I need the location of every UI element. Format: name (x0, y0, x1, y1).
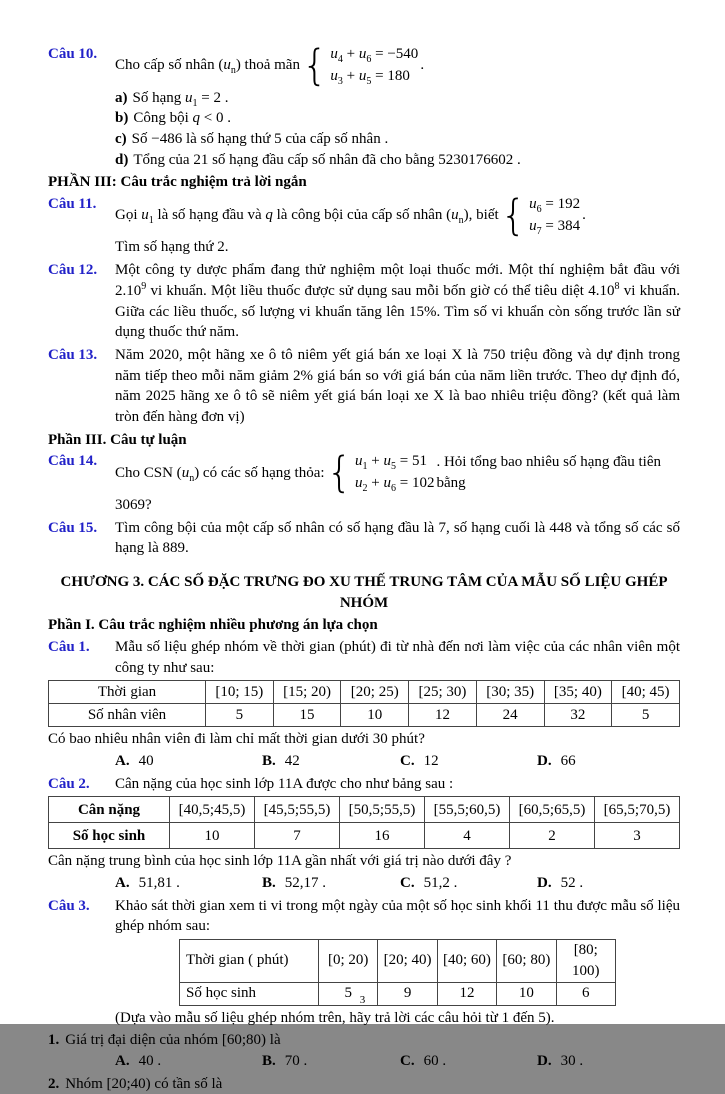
statement-suffix: . (420, 57, 425, 74)
question-12 (48, 260, 680, 343)
statement-item-d: d) Tổng của 21 số hạng đầu cấp số nhân đã cho bằng 5230176602 . (115, 151, 521, 168)
option-letter: C. (400, 875, 415, 892)
question-15 (48, 518, 680, 559)
data-cell: [60,5;65,5) (510, 797, 595, 823)
data-cell: 10 (341, 704, 409, 727)
equation-line: $u_6 = 192$ (529, 195, 581, 215)
equation-line: $u_4 + u_6 = -540$ (330, 46, 419, 65)
data-cell: [65,5;70,5) (595, 797, 680, 823)
data-cell: [80; 100) (556, 940, 615, 982)
question-2-prompt: Cân nặng trung bình của học sinh lớp 11A gần nhất với giá trị nào dưới đây ? (48, 853, 512, 870)
question-14-statement (115, 448, 680, 498)
question-3 (48, 896, 680, 937)
data-cell: 3 (595, 823, 680, 849)
time-frequency-table (48, 680, 680, 727)
answer-option-A: A. 40 (115, 753, 154, 769)
row-header-cell: Số học sinh (49, 823, 170, 849)
section-heading-essay: Phần III. Câu tự luận (48, 431, 187, 448)
subquestion-1-text: Giá trị đại diện của nhóm [60;80) là (65, 1032, 281, 1049)
question-14-prompt: 3069? (115, 496, 152, 513)
answer-option-C: C. 12 (400, 753, 439, 769)
option-letter: B. (262, 875, 276, 892)
answer-option-B: B. 70 . (262, 1052, 308, 1069)
equation-line: $u_1 + u_5 = 51$ (355, 453, 427, 473)
data-cell: 12 (409, 704, 477, 727)
question-3-label: Câu 3. (48, 897, 90, 914)
answer-option-D: D. 30 . (537, 1052, 584, 1069)
question-1-prompt: Có bao nhiêu nhân viên đi làm chỉ mất thời gian dưới 30 phút? (48, 731, 425, 748)
statement-item-a: a) Số hạng $u_1 = 2$ . (115, 89, 229, 109)
data-cell: [40; 45) (612, 681, 680, 704)
equation-system (500, 191, 581, 240)
statement-suffix: . (582, 207, 586, 224)
weight-frequency-table (48, 796, 680, 849)
data-cell: 12 (437, 982, 496, 1005)
brace-symbol: { (326, 448, 353, 498)
data-cell: [20; 40) (378, 940, 437, 982)
question-2-options (115, 873, 680, 894)
data-cell: [15; 20) (273, 681, 341, 704)
option-letter: D. (537, 753, 552, 769)
data-cell: [40; 60) (437, 940, 496, 982)
option-letter: A. (115, 1052, 130, 1069)
data-cell: [30; 35) (476, 681, 544, 704)
section-heading-part1: Phần I. Câu trắc nghiệm nhiều phương án lựa chọn (48, 617, 378, 634)
question-14-label: Câu 14. (48, 453, 98, 470)
statement-text: Cho CSN $(u_n)$ có các số hạng thỏa: (115, 464, 325, 484)
data-cell: 2 (510, 823, 595, 849)
answer-option-D: D. 52 . (537, 875, 584, 892)
option-letter: B. (262, 753, 276, 769)
option-letter: C. (400, 1052, 415, 1069)
data-cell: 6 (556, 982, 615, 1005)
option-letter: D. (537, 875, 552, 892)
subquestion-1-options (115, 1051, 680, 1072)
data-cell: [35; 40) (544, 681, 612, 704)
section-heading-short-answer: PHẦN III: Câu trắc nghiệm trả lời ngắn (48, 174, 307, 191)
data-cell: 4 (425, 823, 510, 849)
question-15-text: Tìm công bội của một cấp số nhân có số hạng đầu là 7, số hạng cuối là 448 và tổng số các số hạng là 889. (115, 519, 680, 557)
question-2-label: Câu 2. (48, 775, 90, 792)
brace-symbol: { (500, 191, 527, 240)
row-header-cell: Số nhân viên (49, 704, 206, 727)
page-number: 3 (359, 993, 366, 1006)
answer-option-C: C. 51,2 . (400, 875, 458, 892)
question-1-options (115, 751, 680, 772)
option-letter: C. (400, 753, 415, 769)
table-row (49, 681, 680, 704)
data-cell: 5 (206, 704, 274, 727)
table-row (180, 940, 616, 982)
data-cell: [50,5;55,5) (340, 797, 425, 823)
answer-option-B: B. 42 (262, 753, 300, 769)
data-cell: [20; 25) (341, 681, 409, 704)
question-15-label: Câu 15. (48, 519, 98, 536)
subquestion-1 (48, 1030, 680, 1051)
data-cell: [60; 80) (497, 940, 556, 982)
equation-line: $u_3 + u_5 = 180$ (330, 67, 410, 87)
data-cell: 16 (340, 823, 425, 849)
question-1 (48, 637, 680, 678)
data-cell: [45,5;55,5) (255, 797, 340, 823)
question-10-statement (115, 41, 680, 90)
equation-system (301, 41, 419, 90)
data-cell: [55,5;60,5) (425, 797, 510, 823)
data-cell: 15 (273, 704, 341, 727)
answer-option-A: A. 51,81 . (115, 875, 180, 892)
data-cell: [25; 30) (409, 681, 477, 704)
question-10 (48, 41, 680, 170)
option-letter: A. (115, 753, 130, 769)
answer-option-C: C. 60 . (400, 1052, 447, 1069)
question-11-statement (115, 191, 680, 240)
statement-item-c: c) Số −486 là số hạng thứ 5 của cấp số nhân . (115, 130, 389, 147)
data-cell: 10 (497, 982, 556, 1005)
data-cell: [0; 20) (319, 940, 378, 982)
data-cell: 24 (476, 704, 544, 727)
row-header-cell: Số học sinh (180, 982, 319, 1005)
question-12-text: Một công ty dược phẩm đang thử nghiệm một loại thuốc mới. Một thí nghiệm bắt đầu với 2.10$^9$ vi khuẩn. Một liều thuốc được sử dụng sau mỗi bốn giờ có thể tiêu diệt 4.10$^8$ vi khuẩn. Giữa các liều thuốc, số lượng vi khuẩn tăng lên 15%. Tìm số vi khuẩn còn sống trước lần sử dụng thuốc thứ năm. (115, 262, 681, 341)
statement-text: Cho cấp số nhân $(u_n)$ thoả mãn (115, 57, 300, 77)
question-1-text: Mẫu số liệu ghép nhóm về thời gian (phút) đi từ nhà đến nơi làm việc của các nhân viên một công ty như sau: (115, 638, 680, 676)
data-cell: 5 (319, 982, 378, 1005)
data-cell: 9 (378, 982, 437, 1005)
statement-item-b: b) Công bội q < 0 . (115, 110, 231, 127)
data-cell: 5 (612, 704, 680, 727)
answer-option-A: A. 40 . (115, 1052, 162, 1069)
row-header-cell: Thời gian (49, 681, 206, 704)
answer-option-D: D. 66 (537, 753, 576, 769)
chapter-heading: CHƯƠNG 3. CÁC SỐ ĐẶC TRƯNG ĐO XU THẾ TRUNG TÂM CỦA MẪU SỐ LIỆU GHÉP NHÓM (60, 573, 668, 611)
subquestion-2-label: 2. (48, 1075, 60, 1092)
equation-line: $u_2 + u_6 = 102$ (355, 475, 435, 495)
data-cell: 7 (255, 823, 340, 849)
statement-suffix: . Hỏi tổng bao nhiêu số hạng đầu tiên bằng (436, 454, 661, 492)
row-header-cell: Cân nặng (49, 797, 170, 823)
option-letter: D. (537, 1052, 552, 1069)
question-13-text: Năm 2020, một hãng xe ô tô niêm yết giá bán xe loại X là 750 triệu đồng và dự định trong năm tiếp theo mỗi năm giảm 2% giá bán so với giá bán của năm liền trước. Theo dự định đó, năm 2025 hãng xe ô tô sẽ niêm yết giá bán loại xe X là bao nhiêu triệu đồng? (kết quả làm tròn đến hàng đơn vị) (115, 346, 680, 425)
subquestion-2-text: Nhóm [20;40) có tần số là (65, 1075, 223, 1092)
table-row (49, 823, 680, 849)
question-12-label: Câu 12. (48, 262, 98, 279)
question-2-text: Cân nặng của học sinh lớp 11A được cho như bảng sau : (115, 775, 454, 792)
table-row (49, 704, 680, 727)
data-cell: 10 (170, 823, 255, 849)
equation-line: $u_7 = 384$ (529, 217, 581, 237)
question-11-label: Câu 11. (48, 195, 97, 212)
brace-symbol: { (301, 41, 328, 90)
answer-option-B: B. 52,17 . (262, 875, 327, 892)
table-row (49, 797, 680, 823)
data-cell: 32 (544, 704, 612, 727)
question-10-label: Câu 10. (48, 46, 98, 62)
question-14 (48, 448, 680, 515)
question-3-text: Khảo sát thời gian xem ti vi trong một ngày của một số học sinh khối 11 thu được mẫu số liệu ghép nhóm sau: (115, 897, 680, 935)
row-header-cell: Thời gian ( phút) (180, 940, 319, 982)
question-13-label: Câu 13. (48, 346, 98, 363)
subquestion-2 (48, 1074, 680, 1094)
data-cell: [10; 15) (206, 681, 274, 704)
option-letter: A. (115, 875, 130, 892)
statement-text: Gọi $u_1$ là số hạng đầu và q là công bội của cấp số nhân $(u_n)$, biết (115, 207, 499, 227)
question-3-note: (Dựa vào mẫu số liệu ghép nhóm trên, hãy trả lời các câu hỏi từ 1 đến 5). (115, 1009, 555, 1026)
subquestion-1-label: 1. (48, 1032, 60, 1049)
question-2 (48, 774, 680, 795)
question-11 (48, 191, 680, 258)
data-cell: [40,5;45,5) (170, 797, 255, 823)
equation-system (326, 448, 435, 498)
question-11-prompt: Tìm số hạng thứ 2. (115, 239, 229, 256)
question-13 (48, 345, 680, 428)
option-letter: B. (262, 1052, 276, 1069)
question-1-label: Câu 1. (48, 638, 90, 655)
